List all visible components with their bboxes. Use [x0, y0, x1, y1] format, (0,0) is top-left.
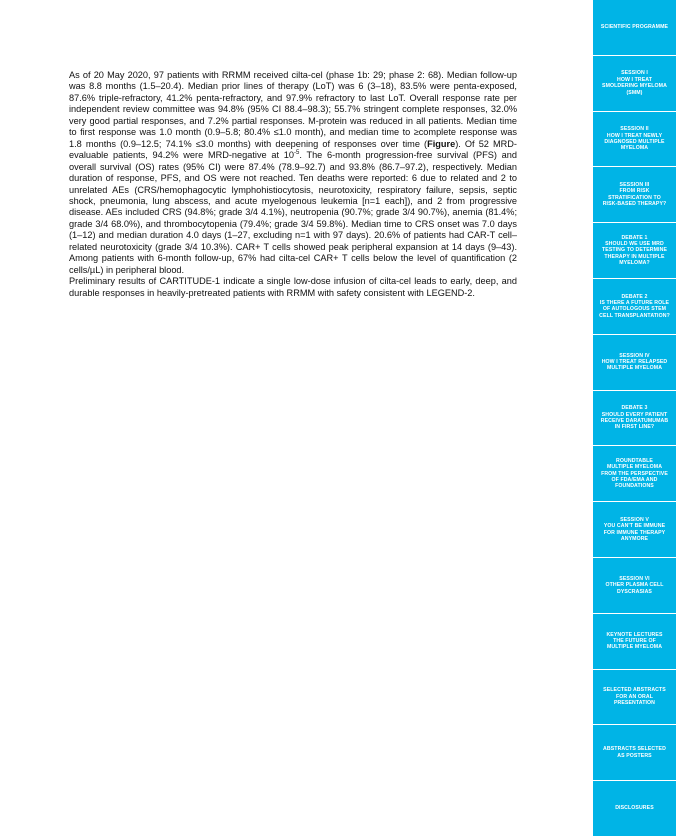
- sidebar-item-label: KEYNOTE LECTURES THE FUTURE OF MULTIPLE MYELOMA: [606, 631, 663, 651]
- sidebar-item-label: DEBATE 1 SHOULD WE USE MRD TESTING TO DETERMINE THERAPY IN MULTIPLE MYELOMA?: [601, 234, 668, 267]
- sidebar-item-label: SESSION I HOW I TREAT SMOLDERING MYELOMA (SMM): [602, 70, 667, 96]
- sidebar-item-label: SESSION IV HOW I TREAT RELAPSED MULTIPLE MYELOMA: [601, 352, 668, 372]
- abstract-body: [69, 70, 517, 299]
- results-text-part2: ). Of 52 MRD-evaluable patients, 94.2% were MRD-negative at 10: [69, 138, 517, 161]
- sidebar-item-label: ROUNDTABLE MULTIPLE MYELOMA FROM THE PERSPECTIVE OF FDA/EMA AND FOUNDATIONS: [601, 457, 668, 490]
- sidebar-item-disclosures[interactable]: [593, 781, 676, 836]
- sidebar-item-roundtable[interactable]: [593, 446, 676, 501]
- conclusion-paragraph: Preliminary results of CARTITUDE-1 indicate a single low-dose infusion of cilta-cel leads to early, deep, and durable responses in heavily-pretreated patients with RRMM with safety consistent with LEGEND-2.: [69, 276, 517, 298]
- sidebar-item-label: DEBATE 3 SHOULD EVERY PATIENT RECEIVE DARATUMUMAB IN FIRST LINE?: [600, 405, 669, 431]
- figure-reference: Figure: [427, 138, 456, 149]
- sidebar-item-session-1[interactable]: [593, 56, 676, 111]
- sidebar-item-label: SESSION V YOU CAN'T BE IMMUNE FOR IMMUNE THERAPY ANYMORE: [603, 516, 666, 542]
- sidebar-item-session-6[interactable]: [593, 558, 676, 613]
- sidebar-item-session-4[interactable]: [593, 335, 676, 390]
- mrd-threshold-exponent: -5: [294, 150, 300, 157]
- sidebar-item-debate-1[interactable]: [593, 223, 676, 278]
- sidebar-item-label: SESSION II HOW I TREAT NEWLY DIAGNOSED MULTIPLE MYELOMA: [604, 126, 665, 152]
- sidebar-item-keynote-lectures[interactable]: [593, 614, 676, 669]
- results-text-part1: As of 20 May 2020, 97 patients with RRMM received cilta-cel (phase 1b: 29; phase 2: 68). Median follow-up was 8.8 months (1.5–20.4). Median prior lines of therapy (LoT) was 6 (3–18), 83.5% were penta-exposed, 87.6% triple-refractory, 41.2% penta-refractory, and 97.9% refractory to last LoT. Overall response rate per independent review committee was 94.8% (95% CI 88.4–98.3); 55.7% stringent complete responses, 32.0% very good partial responses, and 7.2% partial responses. M-protein was reduced in all patients. Median time to first response was 1.0 month (0.9–5.8; 80.4% ≤1.0 month), and median time to ≥complete response was 1.8 months (0.9–12.5; 74.1% ≤3.0 months) with deepening of responses over time (: [69, 70, 517, 149]
- sidebar-item-session-5[interactable]: [593, 502, 676, 557]
- sidebar-item-session-2[interactable]: [593, 112, 676, 167]
- sidebar-item-debate-3[interactable]: [593, 391, 676, 446]
- sidebar-item-label: DEBATE 2 IS THERE A FUTURE ROLE OF AUTOLOGOUS STEM CELL TRANSPLANTATION?: [599, 293, 670, 319]
- sidebar-item-scientific-programme[interactable]: [593, 0, 676, 55]
- results-paragraph: [69, 70, 517, 276]
- sidebar-item-label: ABSTRACTS SELECTED AS POSTERS: [603, 746, 666, 759]
- sidebar-item-oral-abstracts[interactable]: [593, 670, 676, 725]
- results-text-part3: . The 6-month progression-free survival (PFS) and overall survival (OS) rates (95% CI) were 87.4% (78.9–92.7) and 93.8% (86.7–97.2), respectively. Median duration of response, PFS, and OS were not reached. Ten deaths were reported: 6 due to related and 2 to unrelated AEs (CRS/hemophagocytic lymphohistiocytosis, neurotoxicity, respiratory failure, sepsis, septic shock, pneumonia, lung abscess, and acute myelogenous leukemia [n=1 each]), and 2 from progressive disease. AEs included CRS (94.8%; grade 3/4 4.1%), neutropenia (90.7%; grade 3/4 90.7%), anemia (81.4%; grade 3/4 68.0%), and thrombocytopenia (79.4%; grade 3/4 59.8%). Median time to CRS onset was 7.0 days (1–12) and median duration 4.0 days (1–27, excluding n=1 with 97 days). 20.6% of patients had CAR-T cell–related neurotoxicity (grade 3/4 10.3%). CAR+ T cells showed peak peripheral expansion at 14 days (9–43). Among patients with 6-month follow-up, 67% had cilta-cel CAR+ T cells below the level of quantification (2 cells/µL) in peripheral blood.: [69, 150, 517, 275]
- sidebar-item-label: SELECTED ABSTRACTS FOR AN ORAL PRESENTATION: [603, 687, 666, 707]
- sidebar-item-label: DISCLOSURES: [615, 805, 654, 812]
- sidebar-item-label: SCIENTIFIC PROGRAMME: [600, 24, 669, 31]
- sidebar-item-debate-2[interactable]: [593, 279, 676, 334]
- sidebar-item-label: SESSION VI OTHER PLASMA CELL DYSCRASIAS: [605, 575, 664, 595]
- sidebar-item-poster-abstracts[interactable]: [593, 725, 676, 780]
- sidebar-item-label: SESSION III FROM RISK STRATIFICATION TO RISK-BASED THERAPY?: [602, 181, 667, 208]
- sidebar-navigation: [593, 0, 676, 836]
- sidebar-item-session-3[interactable]: [593, 167, 676, 222]
